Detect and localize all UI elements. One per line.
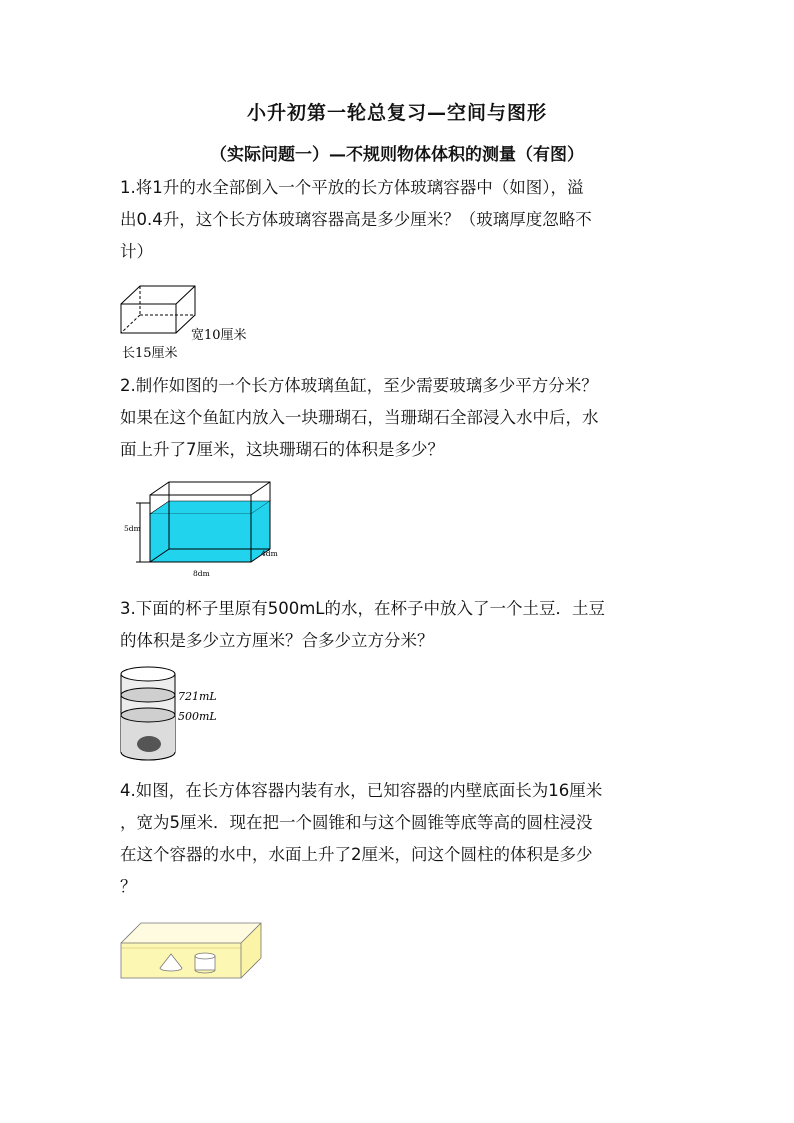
upper-level-label: 721mL <box>178 690 217 703</box>
page-title: 小升初第一轮总复习—空间与图形 <box>246 102 547 124</box>
length-label: 8dm <box>193 569 210 578</box>
question-2-line-2: 如果在这个鱼缸内放入一块珊瑚石，当珊瑚石全部浸入水中后，水 <box>120 408 599 427</box>
lower-level-label: 500mL <box>178 710 217 723</box>
box-front-face <box>121 304 176 333</box>
length-label: 长15厘米 <box>122 346 178 361</box>
question-4-line-3: 在这个容器的水中，水面上升了2厘米，问这个圆柱的体积是多少 <box>120 845 593 864</box>
question-4-container-figure <box>118 918 268 980</box>
water-front <box>150 514 251 562</box>
height-label: 5dm <box>124 524 141 533</box>
question-3 <box>120 593 680 657</box>
question-2-line-3: 面上升了7厘米，这块珊瑚石的体积是多少？ <box>120 440 444 459</box>
question-2-fish-tank-figure <box>120 476 285 584</box>
question-3-line-1: 3.下面的杯子里原有500mL的水，在杯子中放入了一个土豆．土豆 <box>120 599 606 618</box>
question-4-line-1: 4.如图，在长方体容器内装有水，已知容器的内壁底面长为16厘米 <box>120 781 603 800</box>
water-level-500 <box>121 708 175 722</box>
width-label: 4dm <box>261 549 278 558</box>
question-1-box-figure <box>118 282 268 364</box>
question-4-line-2: ，宽为5厘米．现在把一个圆锥和与这个圆锥等底等高的圆柱浸没 <box>120 813 593 832</box>
cup-rim <box>121 667 175 681</box>
question-1-line-3: 计） <box>120 242 153 261</box>
question-1-line-1: 1.将1升的水全部倒入一个平放的长方体玻璃容器中（如图），溢 <box>120 178 584 197</box>
question-2 <box>120 370 680 466</box>
water-top-surface <box>150 501 270 514</box>
water-level-721 <box>121 688 175 702</box>
question-3-line-2: 的体积是多少立方厘米？合多少立方分米？ <box>120 631 434 650</box>
question-1 <box>120 172 680 268</box>
potato-icon <box>137 736 161 752</box>
width-label: 宽10厘米 <box>191 328 247 343</box>
question-4 <box>120 775 680 903</box>
box-back-edges <box>121 286 195 333</box>
question-3-cup-figure <box>118 660 228 765</box>
page-subtitle: （实际问题一）—不规则物体体积的测量（有图） <box>210 145 584 165</box>
question-2-line-1: 2.制作如图的一个长方体玻璃鱼缸，至少需要玻璃多少平方分米？ <box>120 376 598 395</box>
question-4-line-4: ？ <box>120 877 137 896</box>
question-1-line-2: 出0.4升，这个长方体玻璃容器高是多少厘米？（玻璃厚度忽略不 <box>120 210 592 229</box>
